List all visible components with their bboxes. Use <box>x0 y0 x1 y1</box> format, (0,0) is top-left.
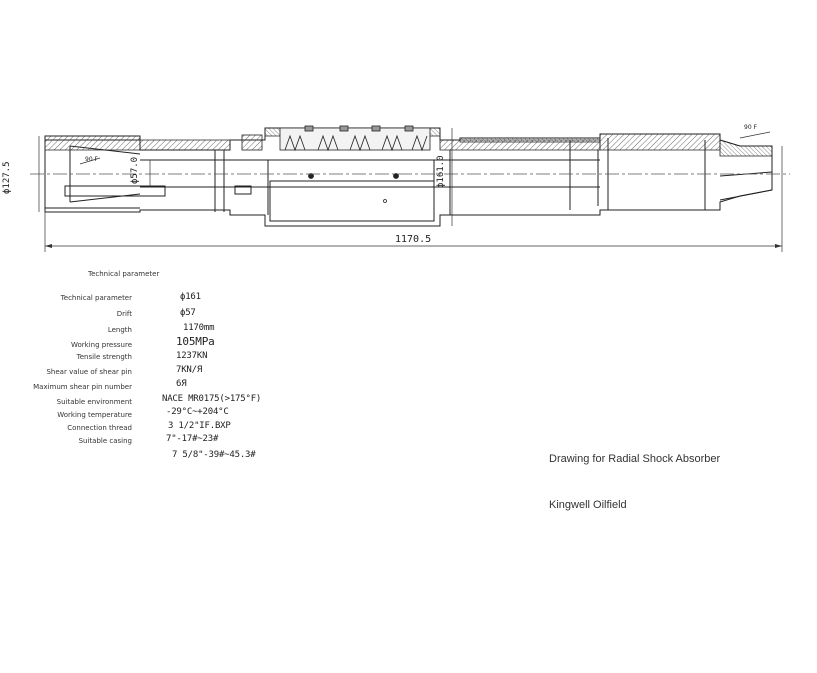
table-row-label: Tensile strength <box>76 353 132 361</box>
table-row-label: Working temperature <box>57 411 132 419</box>
table-row-label: Working pressure <box>70 341 132 349</box>
dim-left-od: ϕ127.5 <box>2 161 12 194</box>
table-row-value: 6Я <box>176 379 187 389</box>
table-row-value: 1237KN <box>176 351 208 361</box>
dim-od: ϕ161.0 <box>436 155 446 188</box>
table-row-value: NACE MR0175(>175°F) <box>162 394 262 404</box>
table-row-label: Drift <box>116 310 132 318</box>
table-row-value: 105MPa <box>176 335 215 348</box>
table-row-value: ϕ57 <box>180 308 196 318</box>
table-heading: Technical parameter <box>88 270 160 278</box>
table-row-label: Shear value of shear pin <box>46 368 132 376</box>
table-row-value: 3 1/2"IF.BXP <box>168 421 231 431</box>
thread-mark-right: 90 F <box>744 124 757 131</box>
thread-mark-left: 90 F <box>85 156 98 163</box>
table-row-label: Length <box>107 326 132 334</box>
company-name: Kingwell Oilfield <box>549 499 627 511</box>
table-row-value: 7 5/8"-39#~45.3# <box>172 450 256 460</box>
table-row-value: -29°C~+204°C <box>166 407 229 417</box>
drawing-title: Drawing for Radial Shock Absorber <box>549 453 721 465</box>
dim-overall-length: 1170.5 <box>395 234 432 245</box>
table-row-value: 7"-17#~23# <box>166 434 219 444</box>
dim-drift: ϕ57.0 <box>130 156 140 184</box>
table-row-value: 1170mm <box>183 323 215 333</box>
table-row-label: Maximum shear pin number <box>33 383 132 391</box>
table-row-label: Suitable casing <box>78 437 132 445</box>
table-row-value: ϕ161 <box>180 292 201 302</box>
table-row-value: 7KN/Я <box>176 365 203 375</box>
table-row-label: Technical parameter <box>60 294 132 302</box>
table-row-label: Connection thread <box>67 424 132 432</box>
table-row-label: Suitable environment <box>56 398 132 406</box>
